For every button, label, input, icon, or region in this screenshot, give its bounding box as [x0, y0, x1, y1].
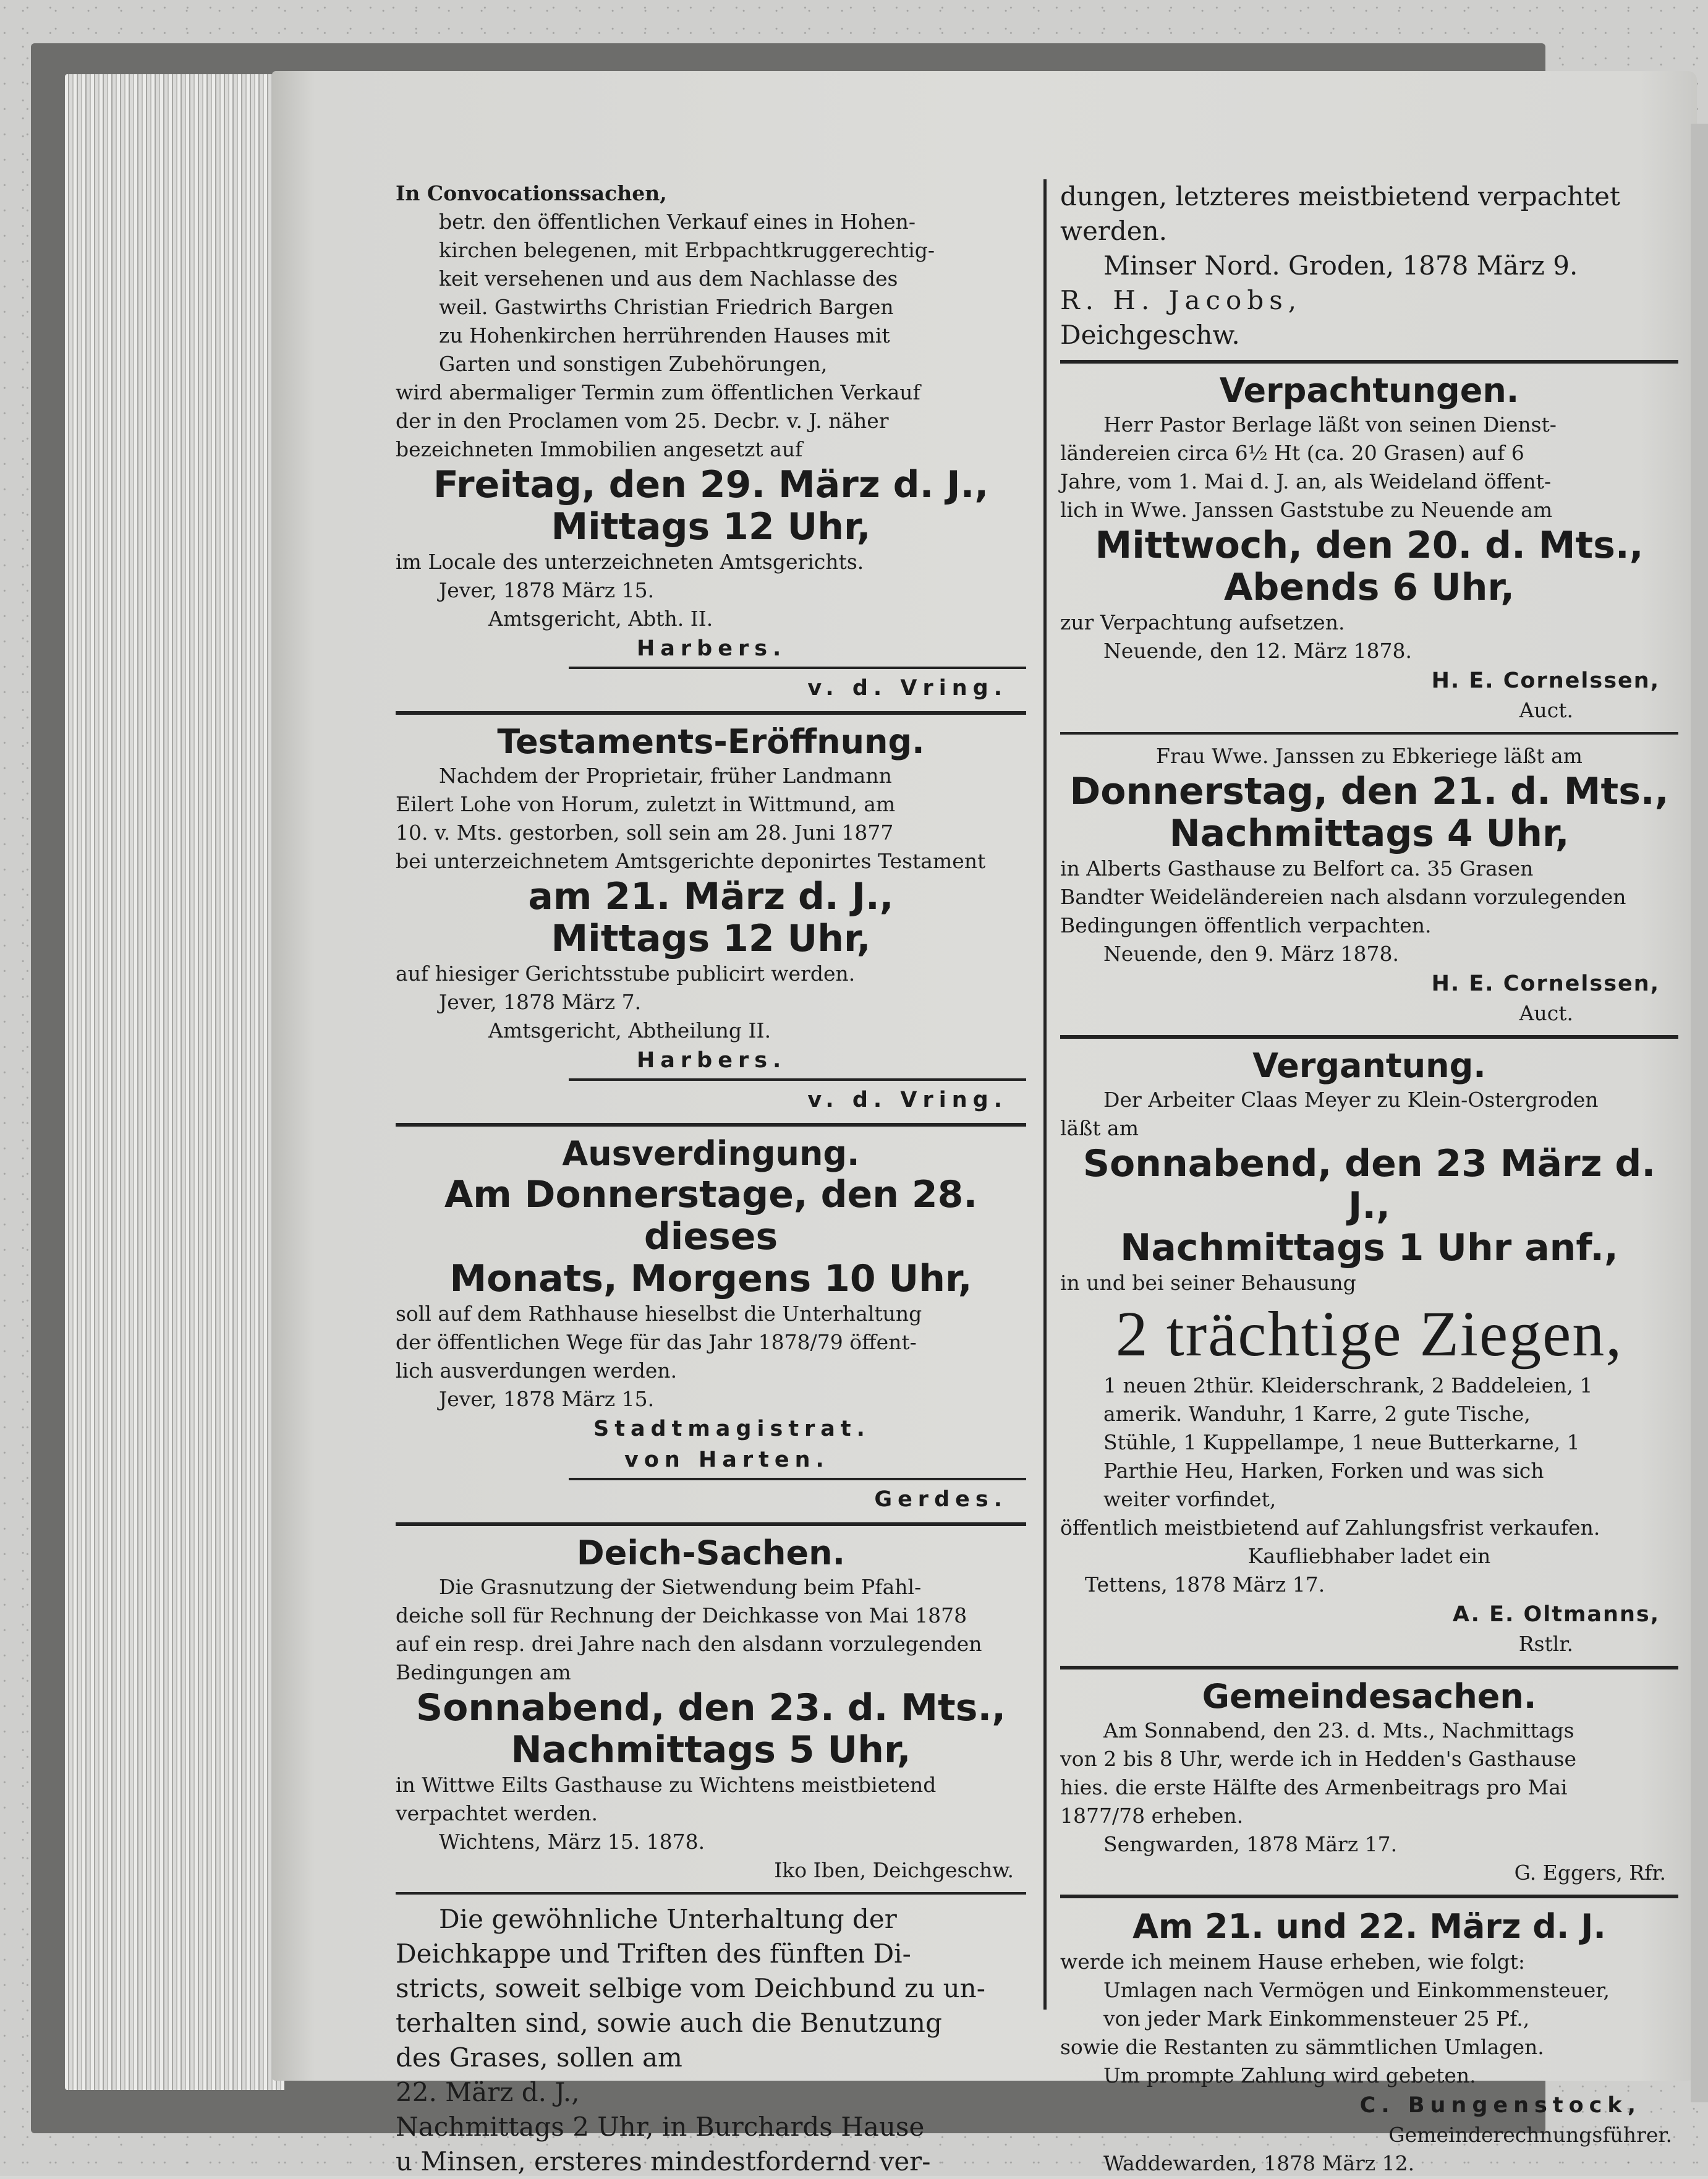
- notice-line: soll auf dem Rathhause hieselbst die Unterhaltung: [396, 1302, 922, 1326]
- notice-line: keit versehenen und aus dem Nachlasse des: [439, 267, 898, 291]
- notice-vergantung: [1060, 1046, 1678, 1658]
- notice-date: Sonnabend, den 23 März d. J.,: [1082, 1142, 1656, 1227]
- notice-ausverdingung: [396, 1134, 1026, 1515]
- notice-deichkappe: [396, 1902, 1026, 2179]
- notice-item: amerik. Wanduhr, 1 Karre, 2 gute Tische,: [1103, 1402, 1531, 1426]
- notice-deich-continued: [1060, 179, 1678, 352]
- separator: [396, 1892, 1026, 1895]
- notice-line: zu Hohenkirchen herrührenden Hauses mit: [439, 323, 890, 348]
- column-divider: [1043, 179, 1047, 2010]
- notice-line: in Alberts Gasthause zu Belfort ca. 35 Grasen: [1060, 856, 1534, 881]
- separator: [569, 667, 1026, 669]
- right-column: [1060, 179, 1678, 2178]
- separator: [1060, 1895, 1678, 1898]
- notice-line: Bedingungen am: [396, 1660, 571, 1684]
- notice-item: Stühle, 1 Kuppellampe, 1 neue Butterkarne, 1: [1103, 1430, 1580, 1454]
- notice-line: läßt am: [1060, 1116, 1139, 1140]
- notice-line: Kaufliebhaber ladet ein: [1247, 1544, 1491, 1568]
- notice-line: hies. die erste Hälfte des Armenbeitrags pro Mai: [1060, 1775, 1568, 1799]
- notice-deich: [396, 1533, 1026, 1885]
- notice-line: Nachdem der Proprietair, früher Landmann: [439, 764, 892, 788]
- notice-place: auf hiesiger Gerichtsstube publicirt werden.: [396, 962, 856, 986]
- notice-line: lich ausverdungen werden.: [396, 1358, 678, 1383]
- notice-line: Bedingungen öffentlich verpachten.: [1060, 913, 1432, 937]
- notice-time: Nachmittags 4 Uhr,: [1169, 812, 1570, 855]
- notice-item: weiter vorfindet,: [1103, 1487, 1277, 1511]
- notice-dateline: Jever, 1878 März 15.: [439, 578, 655, 602]
- notice-heading: Am 21. und 22. März d. J.: [1132, 1907, 1606, 1946]
- notice-line: Nachmittags 2 Uhr, in Burchards Hause: [396, 2112, 925, 2142]
- notice-line: 10. v. Mts. gestorben, soll sein am 28. Juni 1877: [396, 821, 894, 845]
- notice-date: Sonnabend, den 23. d. Mts.,: [415, 1686, 1006, 1729]
- notice-signer: Harbers.: [637, 636, 787, 661]
- notice-authority: Stadtmagistrat.: [593, 1417, 870, 1441]
- notice-line: lich in Wwe. Janssen Gaststube zu Neuende am: [1060, 498, 1553, 522]
- notice-line: öffentlich meistbietend auf Zahlungsfrist verkaufen.: [1060, 1516, 1600, 1540]
- notice-line: 1877/78 erheben.: [1060, 1804, 1244, 1828]
- notice-line: Umlagen nach Vermögen und Einkommensteuer,: [1103, 1978, 1610, 2002]
- notice-line: Jahre, vom 1. Mai d. J. an, als Weideland öffent-: [1060, 469, 1552, 493]
- notice-line: ländereien circa 6½ Ht (ca. 20 Grasen) auf 6: [1060, 441, 1524, 465]
- notice-line: wird abermaliger Termin zum öffentlichen Verkauf: [396, 380, 920, 404]
- notice-role: Auct.: [1519, 698, 1573, 722]
- notice-line: dungen, letzteres meistbietend verpachtet: [1060, 181, 1620, 211]
- separator: [569, 1078, 1026, 1081]
- notice-dateline: Jever, 1878 März 15.: [439, 1387, 655, 1411]
- notice-line: Herr Pastor Berlage läßt von seinen Dienst-: [1103, 412, 1557, 437]
- notice-signer: R. H. Jacobs,: [1060, 285, 1302, 315]
- notice-time: Nachmittags 1 Uhr anf.,: [1120, 1226, 1618, 1269]
- notice-line: Deichkappe und Triften des fünften Di-: [396, 1938, 911, 1969]
- notice-dateline: Neuende, den 9. März 1878.: [1103, 942, 1400, 966]
- notice-time: Monats, Morgens 10 Uhr,: [449, 1257, 972, 1300]
- notice-line: deiche soll für Rechnung der Deichkasse von Mai 1878: [396, 1603, 967, 1627]
- notice-signer: H. E. Cornelssen,: [1431, 668, 1660, 693]
- notice-dateline: Tettens, 1878 März 17.: [1085, 1572, 1325, 1597]
- notice-signer: H. E. Cornelssen,: [1431, 971, 1660, 996]
- notice-court: Amtsgericht, Abtheilung II.: [488, 1018, 771, 1043]
- notice-title: In Convocationssachen,: [396, 181, 667, 205]
- separator: [1060, 1666, 1678, 1669]
- notice-line: werden.: [1060, 216, 1168, 246]
- notice-line: kirchen belegenen, mit Erbpachtkruggerechtig-: [439, 238, 935, 262]
- notice-signer: Harbers.: [637, 1048, 787, 1073]
- notice-item: Parthie Heu, Harken, Forken und was sich: [1103, 1459, 1544, 1483]
- notice-dateline: Wichtens, März 15. 1878.: [439, 1830, 705, 1854]
- notice-time: Abends 6 Uhr,: [1224, 566, 1515, 609]
- notice-heading: Gemeindesachen.: [1202, 1677, 1537, 1716]
- separator: [396, 711, 1026, 715]
- page-edges: [65, 74, 284, 2090]
- notice-signer: C. Bungenstock,: [1359, 2093, 1641, 2118]
- left-column: [396, 179, 1026, 2179]
- notice-line: der in den Proclamen vom 25. Decbr. v. J. näher: [396, 409, 889, 433]
- notice-heading: Testaments-Eröffnung.: [497, 722, 925, 761]
- notice-place: im Locale des unterzeichneten Amtsgerichts.: [396, 550, 864, 574]
- notice-heading: Verpachtungen.: [1219, 371, 1519, 410]
- notice-role: Auct.: [1519, 1001, 1573, 1025]
- notice-line: auf ein resp. drei Jahre nach den alsdann vorzulegenden: [396, 1632, 982, 1656]
- notice-line: in Wittwe Eilts Gasthause zu Wichtens meistbietend: [396, 1773, 937, 1797]
- notice-line: u Minsen, ersteres mindestfordernd ver-: [396, 2146, 931, 2177]
- notice-line: Am Sonnabend, den 23. d. Mts., Nachmittags: [1103, 1718, 1574, 1742]
- notice-line: der öffentlichen Wege für das Jahr 1878/79 öffent-: [396, 1330, 917, 1354]
- notice-heading: Deich-Sachen.: [576, 1533, 846, 1572]
- separator: [1060, 1035, 1678, 1039]
- notice-verpachtungen: [1060, 371, 1678, 725]
- notice-line: Die gewöhnliche Unterhaltung der: [439, 1904, 897, 1934]
- notice-date: Freitag, den 29. März d. J.,: [433, 463, 989, 506]
- notice-time: Nachmittags 5 Uhr,: [511, 1728, 911, 1772]
- notice-line: des Grases, sollen am: [396, 2042, 682, 2073]
- separator: [396, 1522, 1026, 1526]
- notice-line: Garten und sonstigen Zubehörungen,: [439, 352, 828, 376]
- notice-signer: von Harten.: [624, 1448, 830, 1472]
- notice-cosigner: v. d. Vring.: [807, 676, 1008, 701]
- notice-signer: Iko Iben, Deichgeschw.: [774, 1858, 1014, 1882]
- notice-place: zur Verpachtung aufsetzen.: [1060, 610, 1345, 634]
- notice-time: Mittags 12 Uhr,: [551, 917, 871, 960]
- notice-line: Um prompte Zahlung wird gebeten.: [1103, 2063, 1476, 2087]
- notice-role: Gemeinderechnungsführer.: [1388, 2123, 1672, 2147]
- notice-date: Am Donnerstage, den 28. dieses: [444, 1173, 978, 1258]
- notice-convocation: [396, 179, 1026, 704]
- notice-role: Rstlr.: [1518, 1632, 1573, 1656]
- notice-line: Die Grasnutzung der Sietwendung beim Pfahl-: [439, 1575, 922, 1599]
- notice-line: stricts, soweit selbige vom Deichbund zu un-: [396, 1973, 985, 2003]
- notice-heading: Vergantung.: [1252, 1046, 1486, 1085]
- notice-date: 22. März d. J.,: [396, 2077, 580, 2107]
- notice-place: in und bei seiner Behausung: [1060, 1271, 1356, 1295]
- notice-cosigner: Gerdes.: [874, 1487, 1008, 1512]
- notice-line: Eilert Lohe von Horum, zuletzt in Wittmund, am: [396, 792, 896, 816]
- notice-cosigner: v. d. Vring.: [807, 1088, 1008, 1112]
- notice-line: verpachtet werden.: [396, 1801, 598, 1825]
- notice-line: terhalten sind, sowie auch die Benutzung: [396, 2008, 942, 2038]
- notice-court: Amtsgericht, Abth. II.: [488, 607, 713, 631]
- notice-time: Mittags 12 Uhr,: [551, 505, 871, 548]
- notice-item: 1 neuen 2thür. Kleiderschrank, 2 Baddeleien, 1: [1103, 1373, 1593, 1397]
- notice-line: von 2 bis 8 Uhr, werde ich in Hedden's Gasthause: [1060, 1747, 1577, 1771]
- notice-line: bei unterzeichnetem Amtsgerichte deponirtes Testament: [396, 849, 986, 873]
- separator: [569, 1478, 1026, 1480]
- right-margin-edge: [1691, 124, 1708, 2102]
- notice-testament: [396, 722, 1026, 1115]
- separator: [1060, 732, 1678, 735]
- notice-line: betr. den öffentlichen Verkauf eines in Hohen-: [439, 210, 916, 234]
- separator: [396, 1123, 1026, 1127]
- notice-line: sowie die Restanten zu sämmtlichen Umlagen.: [1060, 2035, 1544, 2059]
- notice-dateline: Sengwarden, 1878 März 17.: [1103, 1832, 1398, 1856]
- notice-headline-goats: 2 trächtige Ziegen,: [1115, 1298, 1623, 1370]
- notice-line: werde ich meinem Hause erheben, wie folgt:: [1060, 1950, 1526, 1974]
- separator: [1060, 360, 1678, 364]
- notice-role: Deichgeschw.: [1060, 320, 1240, 350]
- notice-line: Bandter Weideländereien nach alsdann vorzulegenden: [1060, 885, 1626, 909]
- notice-signer: G. Eggers, Rfr.: [1514, 1861, 1666, 1885]
- notice-umlagen: [1060, 1906, 1678, 2178]
- notice-dateline: Waddewarden, 1878 März 12.: [1103, 2151, 1415, 2175]
- notice-signer: A. E. Oltmanns,: [1452, 1602, 1660, 1627]
- notice-janssen: [1060, 742, 1678, 1028]
- notice-line: Frau Wwe. Janssen zu Ebkeriege läßt am: [1156, 744, 1583, 768]
- notice-dateline: Neuende, den 12. März 1878.: [1103, 639, 1413, 663]
- notice-date: am 21. März d. J.,: [528, 875, 894, 918]
- notice-line: von jeder Mark Einkommensteuer 25 Pf.,: [1103, 2006, 1530, 2031]
- notice-dateline: Jever, 1878 März 7.: [439, 990, 642, 1014]
- notice-date: Mittwoch, den 20. d. Mts.,: [1095, 524, 1644, 567]
- notice-line: Der Arbeiter Claas Meyer zu Klein-Ostergroden: [1103, 1088, 1599, 1112]
- notice-date: Donnerstag, den 21. d. Mts.,: [1069, 770, 1669, 813]
- notice-gemeinde: [1060, 1677, 1678, 1887]
- notice-line: weil. Gastwirths Christian Friedrich Bargen: [439, 295, 894, 319]
- notice-line: bezeichneten Immobilien angesetzt auf: [396, 437, 803, 461]
- notice-dateline: Minser Nord. Groden, 1878 März 9.: [1103, 250, 1578, 281]
- notice-heading: Ausverdingung.: [562, 1134, 860, 1173]
